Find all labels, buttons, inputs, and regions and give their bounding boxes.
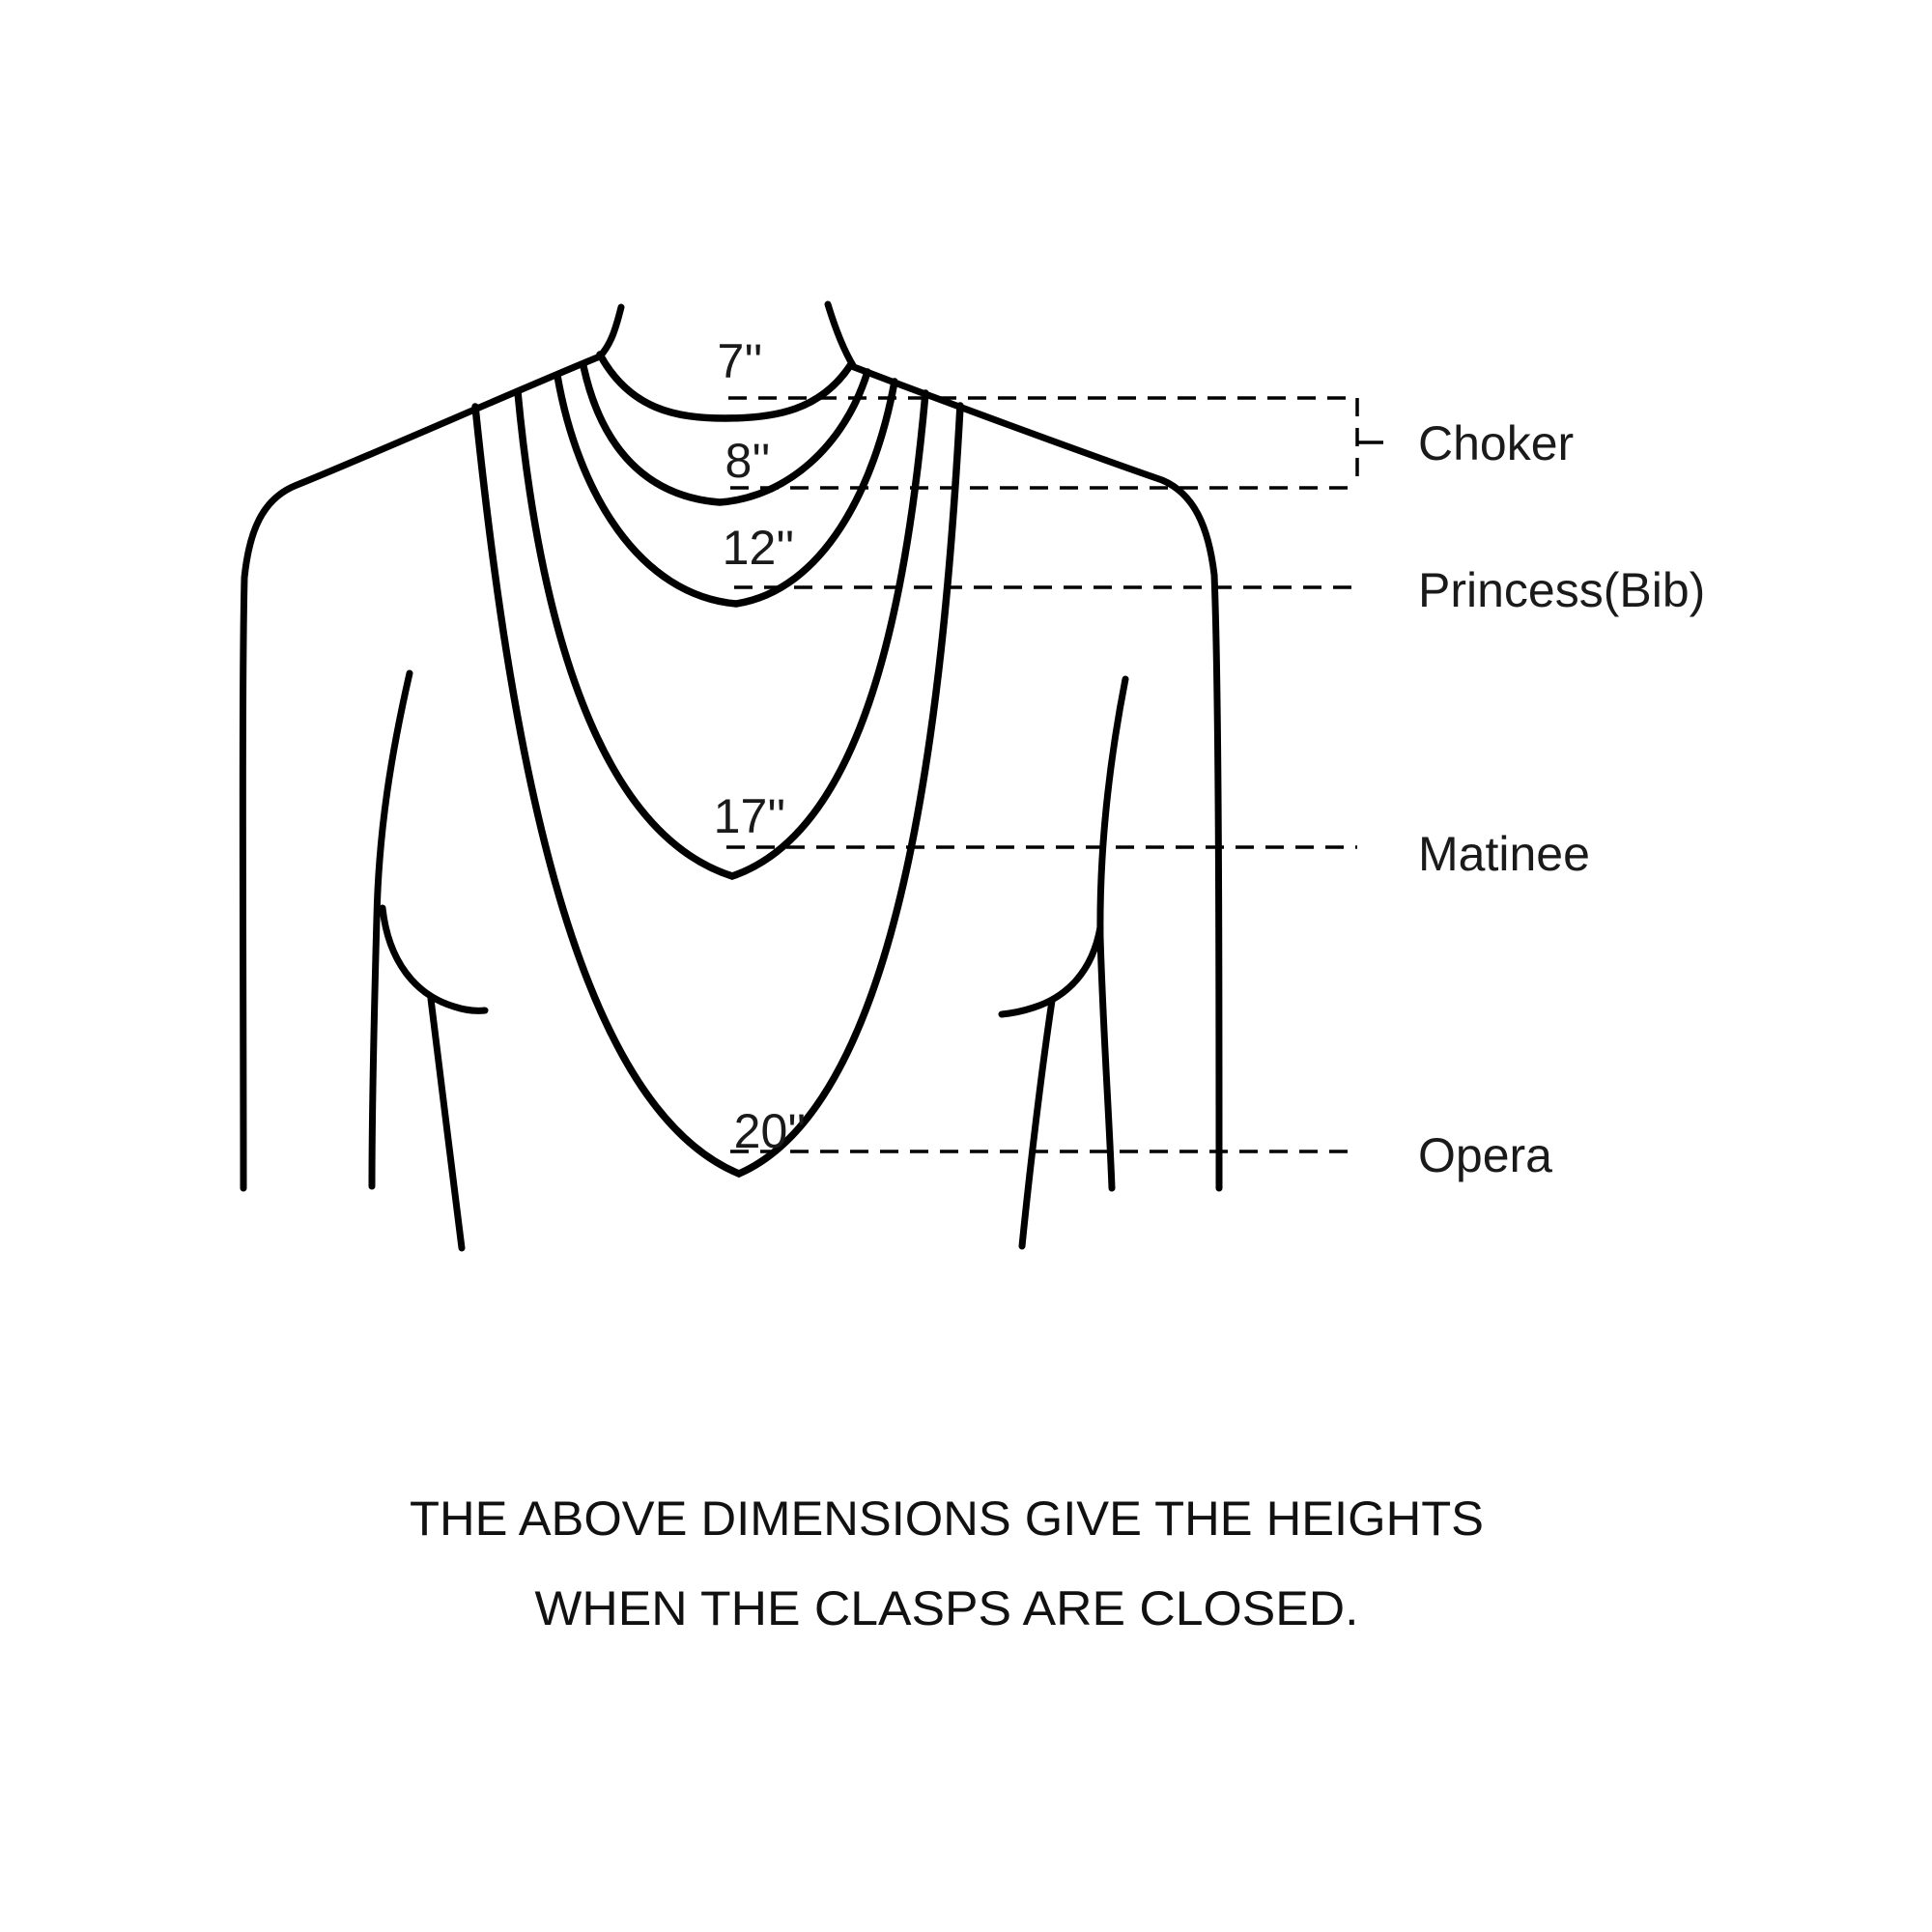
figure-right-side-line xyxy=(1022,1001,1052,1246)
footer-note-line-1: THE ABOVE DIMENSIONS GIVE THE HEIGHTS xyxy=(410,1492,1484,1546)
size-label-7-inch: 7'' xyxy=(717,334,763,388)
figure-left-side-line xyxy=(431,999,462,1248)
size-label-12-inch: 12'' xyxy=(722,521,795,575)
figure-right-neck-shoulder-arm xyxy=(828,304,1219,1188)
leader-lines xyxy=(726,398,1383,1151)
category-label-choker: Choker xyxy=(1418,416,1575,470)
footer-note xyxy=(410,1492,1484,1635)
category-labels xyxy=(1418,416,1705,1182)
figure-left-inner-arm xyxy=(372,673,410,1186)
category-label-princess: Princess(Bib) xyxy=(1418,563,1706,617)
size-label-17-inch: 17'' xyxy=(713,789,786,843)
category-label-opera: Opera xyxy=(1418,1128,1552,1182)
figure-left-breast-curve xyxy=(383,908,485,1010)
figure-right-inner-arm xyxy=(1100,679,1125,1188)
size-labels xyxy=(714,334,807,1158)
footer-note-line-2: WHEN THE CLASPS ARE CLOSED. xyxy=(534,1581,1359,1635)
size-label-20-inch: 20'' xyxy=(733,1104,807,1158)
size-label-8-inch: 8'' xyxy=(724,434,771,488)
category-label-matinee: Matinee xyxy=(1418,827,1590,881)
necklace-strands xyxy=(475,355,960,1174)
figure-left-neck-shoulder-arm xyxy=(242,307,621,1188)
